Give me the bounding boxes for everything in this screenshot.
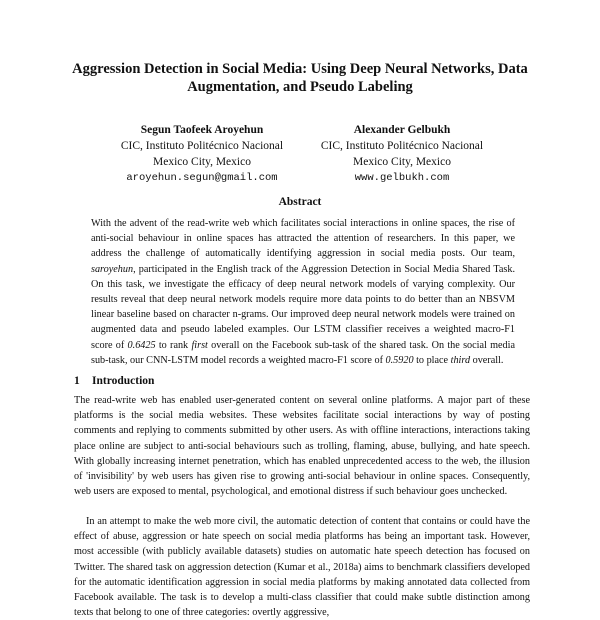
abstract-text-part: With the advent of the read-write web which facilitates social interactions in online spaces, the rise of anti-social behaviour in online spaces has attracted the attention of researchers. In this paper, we address the challenge of automatically identifying aggression in social media posts. Our team, <box>91 218 515 260</box>
author-affiliation: CIC, Instituto Politécnico Nacional <box>320 140 484 152</box>
author-affiliation: CIC, Instituto Politécnico Nacional <box>120 140 284 152</box>
author-block-2 <box>282 122 522 186</box>
abstract-text-part: overall on the Facebook sub-task of the shared task. On the social media sub-task, our CNN-LSTM model records a weighted macro-F1 score of <box>91 339 515 366</box>
section-title: Introduction <box>92 375 155 387</box>
author-website[interactable]: www.gelbukh.com <box>354 172 450 184</box>
author-location: Mexico City, Mexico <box>153 156 251 168</box>
abstract-text-part: to place <box>413 354 451 366</box>
paper-title: Aggression Detection in Social Media: Using Deep Neural Networks, Data Augmentation, and Pseudo Labeling <box>72 61 528 95</box>
intro-paragraph-2: In an attempt to make the web more civil, the automatic detection of content that contains or could have the effect of abuse, aggression or hate speech on social media platforms has being an important task. However, most accessible (with publicly available datasets) studies on automatic hate speech detection has focused on Twitter. The shared task on aggression detection (Kumar et al., 2018a) aims to benchmark classifiers developed for the automatic identification aggression in social media platforms by making annotated data collected from Facebook available. The task is to develop a multi-class classifier that could make subtle distinction among texts that belong to one of three categories: overtly aggressive, <box>74 516 530 619</box>
section-number: 1 <box>74 375 80 387</box>
author-name: Alexander Gelbukh <box>353 124 451 136</box>
social-media-score: 0.5920 <box>385 354 414 366</box>
abstract-text <box>91 216 515 368</box>
intro-paragraph-1: The read-write web has enabled user-generated content on several online platforms. A major part of these platforms is the social media websites. These websites facilitate social interactions by way of posting comments and replying to comments submitted by other users. As with offline interactions, interactions taking place online are subject to anti-social behaviours such as trolling, flaming, abuse, bullying, and hate speech. With globally increasing internet penetration, which has enabled unprecedented access to the web, the illusion of 'invisibility' by web users has given rise to growing anti-social behaviour in online spaces. Consequently, web users are exposed to mental, psychological, and emotional distress if such behaviour goes unchecked. <box>74 395 530 498</box>
author-name: Segun Taofeek Aroyehun <box>140 124 264 136</box>
facebook-rank: first <box>191 339 208 351</box>
author-email[interactable]: aroyehun.segun@gmail.com <box>126 172 278 184</box>
social-media-rank: third <box>450 354 471 366</box>
abstract-text-part: , participated in the English track of the Aggression Detection in Social Media Shared Task. On this task, we investigate the efficacy of deep neural network models of varying complexity. Our results reveal that deep neural network models require more data points to do better than an NBSVM linear baseline based on character n-grams. Our improved deep neural network models were trained on augmented data and pseudo labeled examples. Our LSTM classifier receives a weighted macro-F1 score of <box>91 263 515 351</box>
section-heading-introduction <box>74 375 154 387</box>
abstract-text-part: overall. <box>470 354 504 366</box>
abstract-heading: Abstract <box>278 196 322 208</box>
team-name: saroyehun <box>91 263 134 275</box>
facebook-score: 0.6425 <box>127 339 156 351</box>
abstract-text-part: to rank <box>155 339 192 351</box>
author-location: Mexico City, Mexico <box>353 156 451 168</box>
